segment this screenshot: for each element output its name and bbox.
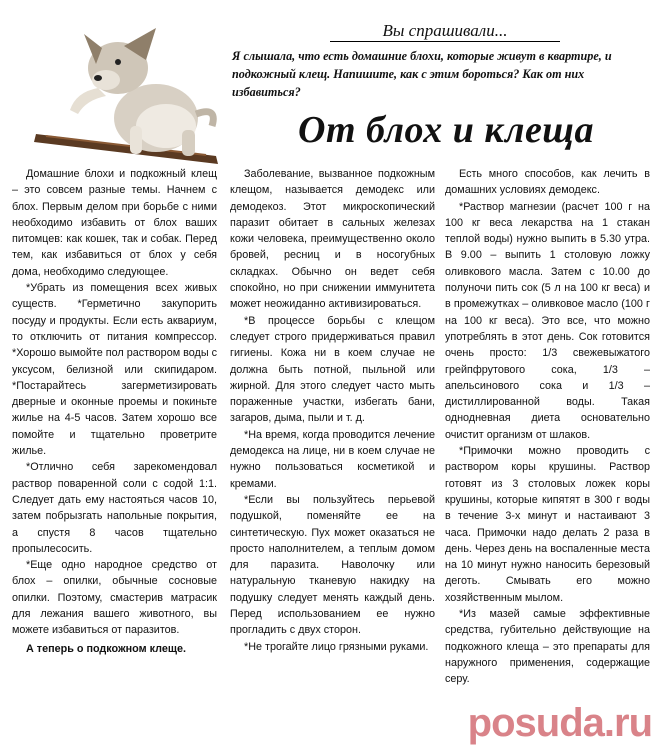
paragraph: *Отлично себя зарекомендовал раствор поваренной соли с содой 1:1. Следует дать ему настояться часов 10, затем побрызгать напольные покрытия, а спустя 8 часов тщательно пропылесосить.	[12, 461, 217, 555]
section-label: Вы спрашивали...	[330, 22, 560, 42]
column-1	[12, 166, 217, 657]
paragraph: *Убрать из помещения всех живых существ. *Герметично закупорить посуду и продукты. Если есть аквариум, то отключить от питания компрессор. *Хорошо вымойте пол раствором воды с уксусом, белизной или скипидаром. *Постарайтесь загерметизировать дверные и оконные проемы и покиньте жилье на 4-5 часов. Затем хорошо все помойте и тщательно проветрите жилье.	[12, 282, 217, 458]
paragraph: *Раствор магнезии (расчет 100 г на 100 кг веса лекарства на 1 стакан теплой воды) нужно выпить в 5.30 утра. В 9.00 – выпить 1 столовую ложку оливкового масла. Затем с 10.00 до полуночи пить сок (5 л на 100 кг веса) и в промежутках – оливковое масло (100 г на 100 кг веса). Это все, что можно употреблять в этот день. Сок готовится очень просто: 1/3 свежевыжатого грейпфрутового сока, 1/3 – апельсинового сока и 1/3 – дистиллированной воды. Такая однодневная диета основательно очистит организм от шлаков.	[445, 200, 650, 441]
paragraph: *На время, когда проводится лечение демодекса на лице, ни в коем случае не нужно пользоваться косметикой и кремами.	[230, 428, 435, 490]
column-2	[230, 166, 435, 655]
paragraph: *Из мазей самые эффективные средства, губительно действующие на подкожного клеща – это препараты для наружного применения, содержащие серу.	[445, 608, 650, 686]
paragraph: Заболевание, вызванное подкожным клещом, называется демодекс или демодекоз. Этот микроскопический паразит обитает в сальных железах кожи человека, преимущественно около бровей, ресниц и в носогубных складках. Обычно он ведет себя спокойно, но при снижении иммунитета может неожиданно активизироваться.	[230, 168, 435, 311]
paragraph: *Если вы пользуйтесь перьевой подушкой, поменяйте ее на синтетическую. Пух может оказаться не просто наполнителем, а теплым домом для паразита. Наволочку или натуральную тканевую накидку на подушку следует менять каждый день. Перед использованием ее нужно прогладить с двух сторон.	[230, 493, 435, 637]
paragraph: Домашние блохи и подкожный клещ – это совсем разные темы. Начнем с блох. Первым делом при борьбе с ними необходимо избавить от блох ваших питомцев: как кошек, так и собак. Перед тем, как избавиться от блох у себя дома, необходимо следующее.	[12, 168, 217, 278]
dog-illustration	[6, 6, 232, 168]
column-3	[445, 166, 650, 688]
reader-question: Я слышала, что есть домашние блохи, которые живут в квартире, и подкожный клещ. Напишите, как с этим бороться? Как от них избавиться?	[232, 49, 612, 99]
paragraph: *Примочки можно проводить с раствором коры крушины. Раствор готовят из 3 столовых ложек коры крушины, которые кипятят в 300 г воды в течение 3-х минут и настаивают 3 часа. Примочки надо делать 2 раза в день. Через день на воспаленные места на 10 минут нужно наносить березовый деготь. Смывать его можно хозяйственным мылом.	[445, 445, 650, 604]
paragraph: Есть много способов, как лечить в домашних условиях демодекс.	[445, 168, 650, 197]
site-watermark: posuda.ru	[467, 701, 652, 745]
paragraph: *Не трогайте лицо грязными руками.	[244, 640, 429, 653]
paragraph: *Еще одно народное средство от блох – опилки, обычные сосновые опилки. Поэтому, смастерив матрасик для лежания вашего животного, вы можете избавиться от паразитов.	[12, 559, 217, 637]
article-title: От блох и клеща	[298, 109, 594, 151]
transition-line: А теперь о подкожном клеще.	[26, 642, 186, 655]
paragraph: *В процессе борьбы с клещом следует строго придерживаться правил гигиены. Кожа ни в коем случае не должна быть потной, пыльной или жирной. Для этого следует часто мыть пораженные участки, избегать бани, загаров, дыма, пыли и т. д.	[230, 314, 435, 425]
